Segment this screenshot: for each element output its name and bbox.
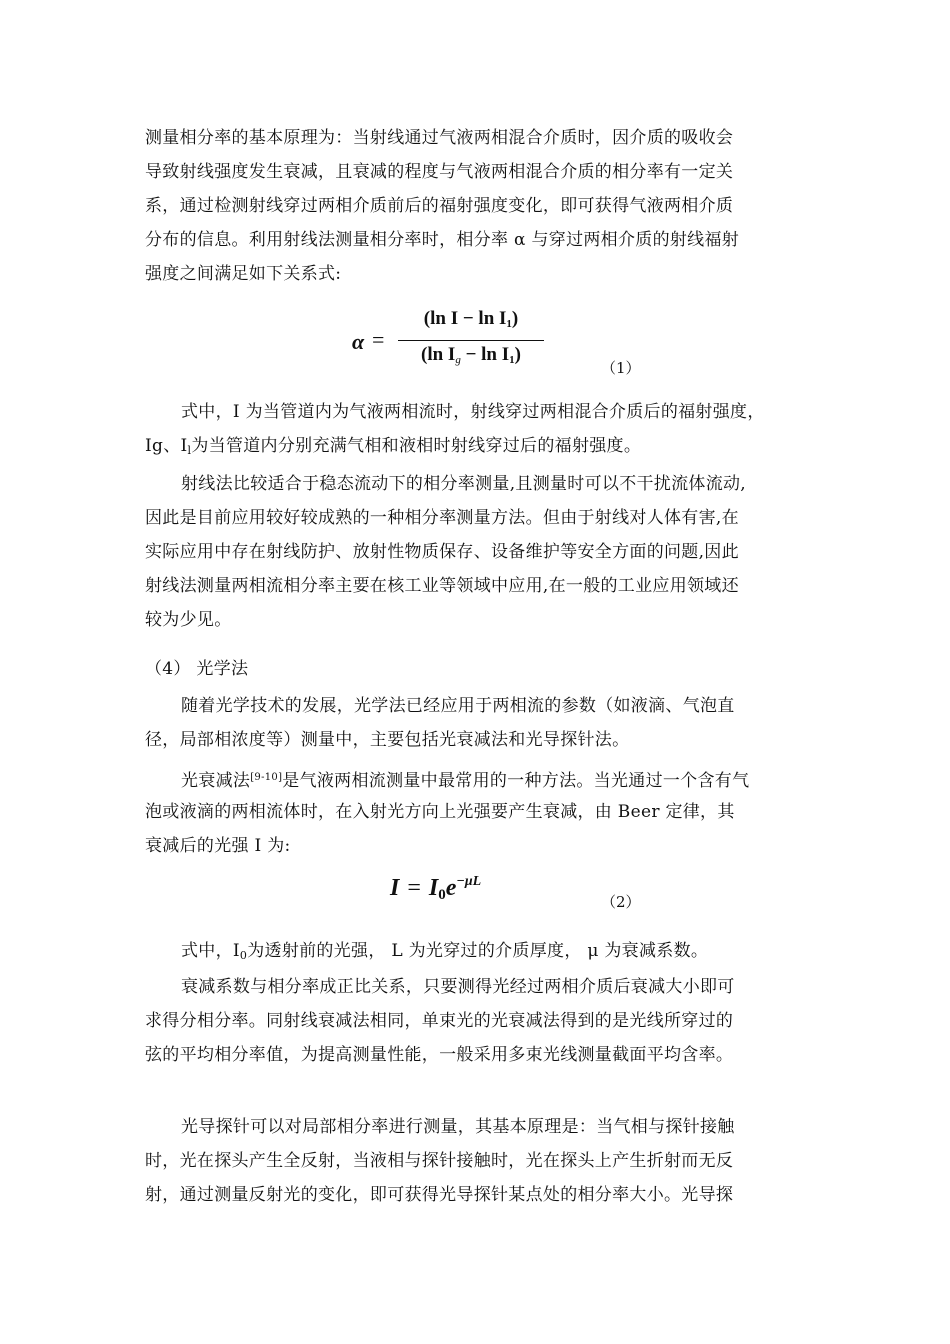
heading-text: （4） 光学法 (145, 659, 249, 679)
text-line: 时，光在探头产生全反射，当液相与探针接触时，光在探头上产生折射而无反 (145, 1151, 734, 1171)
text-line: 测量相分率的基本原理为：当射线通过气液两相混合介质时，因介质的吸收会 (145, 128, 734, 148)
formula-2-base: I (428, 875, 439, 901)
paragraph-attenuation-coefficient (145, 970, 810, 1072)
text-line: 射线法测量两相流相分率主要在核工业等领域中应用,在一般的工业应用领域还 (145, 576, 739, 596)
denominator-sub-g: g (455, 354, 461, 366)
equation-number-2: （2） (601, 893, 641, 911)
text-line: 求得分相分率。同射线衰减法相同，单束光的光衰减法得到的是光线所穿过的 (145, 1011, 734, 1031)
text-segment: 为当管道内分别充满气相和液相时射线穿过后的福射强度。 (191, 436, 642, 456)
text-line: 强度之间满足如下关系式: (145, 264, 342, 284)
denominator-text: (ln I (421, 344, 456, 365)
paragraph-principle (145, 121, 810, 291)
formula-2-base-sub: 0 (438, 887, 446, 903)
text-segment: Ig、I (145, 436, 188, 456)
denominator-close: ) (514, 344, 521, 365)
formula-2-exp-base: e (445, 875, 457, 901)
text-line: 径，局部相浓度等）测量中，主要包括光衰减法和光导探针法。 (145, 730, 630, 750)
paragraph-definitions-1 (145, 395, 810, 463)
numerator-text: (ln I − ln I (423, 308, 507, 329)
text-line: 光导探针可以对局部相分率进行测量，其基本原理是：当气相与探针接触 (181, 1117, 735, 1137)
text-line: 衰减系数与相分率成正比关系，只要测得光经过两相介质后衰减大小即可 (181, 977, 735, 997)
text-segment: 式中，I (181, 941, 240, 961)
paragraph-definitions-2 (145, 934, 810, 968)
paragraph-light-attenuation (145, 761, 810, 863)
formula-2-equals: = (407, 875, 421, 901)
text-line: 式中，I 为当管道内为气液两相流时，射线穿过两相混合介质后的福射强度， (181, 402, 765, 422)
paragraph-optical-intro (145, 689, 810, 757)
formula-1-numerator (396, 308, 546, 330)
denominator-sub-1: 1 (509, 354, 515, 366)
text-line (145, 934, 810, 968)
text-line: 实际应用中存在射线防护、放射性物质保存、设备维护等安全方面的问题,因此 (145, 542, 739, 562)
text-line: 泡或液滴的两相流体时，在入射光方向上光强要产生衰减，由 Beer 定律，其 (145, 802, 735, 822)
paragraph-optical-probe (145, 1110, 810, 1212)
fraction-bar (398, 340, 544, 341)
text-line: 射线法比较适合于稳态流动下的相分率测量,且测量时可以不干扰流体流动, (181, 474, 747, 494)
text-segment: 光衰减法 (181, 771, 251, 791)
text-line: 较为少见。 (145, 610, 232, 630)
equation-number-1: （1） (601, 359, 641, 377)
text-line: 弦的平均相分率值，为提高测量性能，一般采用多束光线测量截面平均含率。 (145, 1045, 734, 1065)
text-segment: 为透射前的光强， L 为光穿过的介质厚度， μ 为衰减系数。 (247, 941, 709, 961)
formula-2-exponent: −μL (456, 874, 482, 889)
text-line: 系，通过检测射线穿过两相介质前后的福射强度变化，即可获得气液两相介质 (145, 196, 734, 216)
text-line: 射，通过测量反射光的变化，即可获得光导探针某点处的相分率大小。光导探 (145, 1185, 734, 1205)
formula-2 (390, 874, 550, 914)
citation-ref: [9-10] (250, 772, 283, 783)
text-line: 衰减后的光强 I 为: (145, 836, 291, 856)
text-line: 导致射线强度发生衰减，且衰减的程度与气液两相混合介质的相分率有一定关 (145, 162, 734, 182)
subscript: 0 (239, 949, 248, 962)
text-line (145, 761, 810, 795)
formula-2-lhs: I (390, 875, 400, 901)
section-heading-optical (145, 652, 810, 686)
text-segment: 是气液两相流测量中最常用的一种方法。当光通过一个含有气 (282, 771, 750, 791)
paragraph-ray-method (145, 467, 810, 637)
formula-1-lhs: α (352, 329, 365, 354)
formula-1 (352, 308, 552, 378)
text-line: 因此是目前应用较好较成熟的一种相分率测量方法。但由于射线对人体有害,在 (145, 508, 739, 528)
subscript: l (187, 444, 192, 457)
text-line (145, 429, 810, 463)
formula-1-equals: = (372, 327, 385, 352)
text-line: 随着光学技术的发展，光学法已经应用于两相流的参数（如液滴、气泡直 (181, 696, 735, 716)
numerator-sub: 1 (506, 318, 512, 330)
denominator-mid: − ln I (460, 344, 510, 365)
numerator-close: ) (511, 308, 519, 329)
text-line: 分布的信息。利用射线法测量相分率时，相分率 α 与穿过两相介质的射线福射 (145, 230, 740, 250)
formula-1-denominator (396, 344, 546, 366)
